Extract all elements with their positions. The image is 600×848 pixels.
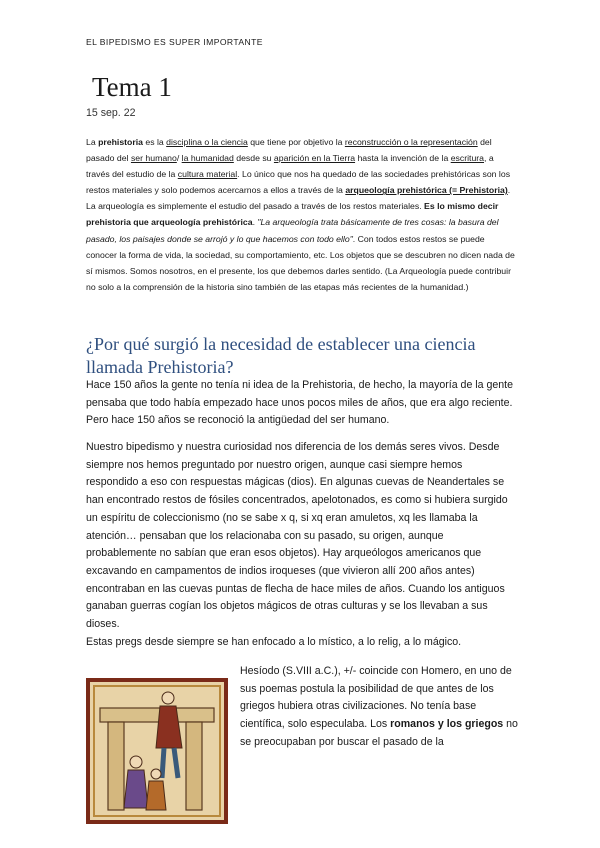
bold-statement: Es lo mismo decir prehistoria que arqueología prehistórica [86,201,499,228]
term-humanidad: la humanidad [181,153,234,164]
intro-paragraph: La prehistoria es la disciplina o la ciencia que tiene por objetivo la reconstrucción o la representación del pasado del ser humano/ la humanidad desde su aparición en la Tierra hasta la invención de la escritura, a través del estudio de la cultura material. Lo único que nos ha quedado de las sociedades prehistóricas son los restos materiales y solo podemos acercarnos a ellos a través de la arqueología prehistórica (= Prehistoria). La arqueología es simplemente el estudio del pasado a través de los restos materiales. Es lo mismo decir prehistoria que arqueología prehistórica. "La arqueología trata básicamente de tres cosas: la basura del pasado, los paisajes donde se arrojó y lo que hacemos con todo ello". Con todos estos restos se puede conocer la forma de vida, la sociedad, su comportamiento, etc. Los objetos que se descubren no dicen nada de sí mismos. Somos nosotros, en el presente, los que debemos darles sentido. (La Arqueología puede contribuir no solo a la comprensión de la historia sino también de las etapas más recientes de la humanidad.) [86,137,515,292]
bold-romanos: romanos y los griegos [390,718,504,731]
paragraph-2: Nuestro bipedismo y nuestra curiosidad nos diferencia de los demás seres vivos. Desde siempre nos hemos preguntado por nuestro origen, aunque casi siempre hemos respondido a eso con respuestas mágicas (dios). En algunas cuevas de Neandertales se han encontrado restos de fósiles concentrados, apelotonados, es como si hubiera surgido un espíritu de coleccionismo (no se sabe x q, si xq eran amuletos, xq les llamaba la atención… pensaban que los relacionaba con su pasado, su origen, aunque probablemente no sabían que eran esos objetos). Hay arqueólogos americanos que excavando en campamentos de indios iroqueses (que vivieron allí 200 años antes) encontraban en las cuevas puntas de flecha de hace miles de años. Cuando los antiguos ganaban guerras cogían los objetos mágicos de otras culturas y se los llevaban a sus dioses. [86,441,508,631]
paragraph-1: Hace 150 años la gente no tenía ni idea de la Prehistoria, de hecho, la mayoría de la gente pensaba que todo había empezado hace unos pocos miles de años, que era algo reciente. Pero hace 150 años se reconoció la antigüedad del ser humano. [86,379,513,427]
page-date: 15 sep. 22 [86,107,136,119]
paragraph-4: Hesíodo (S.VIII a.C.), +/- coincide con Homero, en uno de sus poemas postula la posibilidad de que antes de los griegos hubiera otras civilizaciones. No tenía base científica, solo especulaba. Los romanos y los griegos no se preocupaban por buscar el pasado de la [240,665,518,748]
paragraph-3: Estas pregs desde siempre se han enfocado a lo místico, a lo relig, a lo mágico. [86,636,462,648]
term-prehistoria: prehistoria [98,137,143,147]
quote: "La arqueología trata básicamente de tres cosas: la basura del pasado, los paisajes donde se arrojó y lo que hacemos con todo ello" [86,217,499,244]
term-ser-humano: ser humano [130,153,177,164]
medieval-illustration-icon [86,678,228,824]
term-aparicion: aparición en la Tierra [273,153,356,164]
section-heading: ¿Por qué surgió la necesidad de establecer una ciencia llamada Prehistoria? [86,334,476,377]
term-disciplina: disciplina o la ciencia [166,137,248,147]
page-title: Tema 1 [92,72,172,102]
term-escritura: escritura [450,153,485,164]
term-reconstruccion: reconstrucción o la representación [344,137,478,147]
term-cultura-material: cultura material [177,169,238,180]
term-arqueologia: arqueología prehistórica (= Prehistoria) [345,185,508,196]
running-header: EL BIPEDISMO ES SUPER IMPORTANTE [86,37,263,47]
